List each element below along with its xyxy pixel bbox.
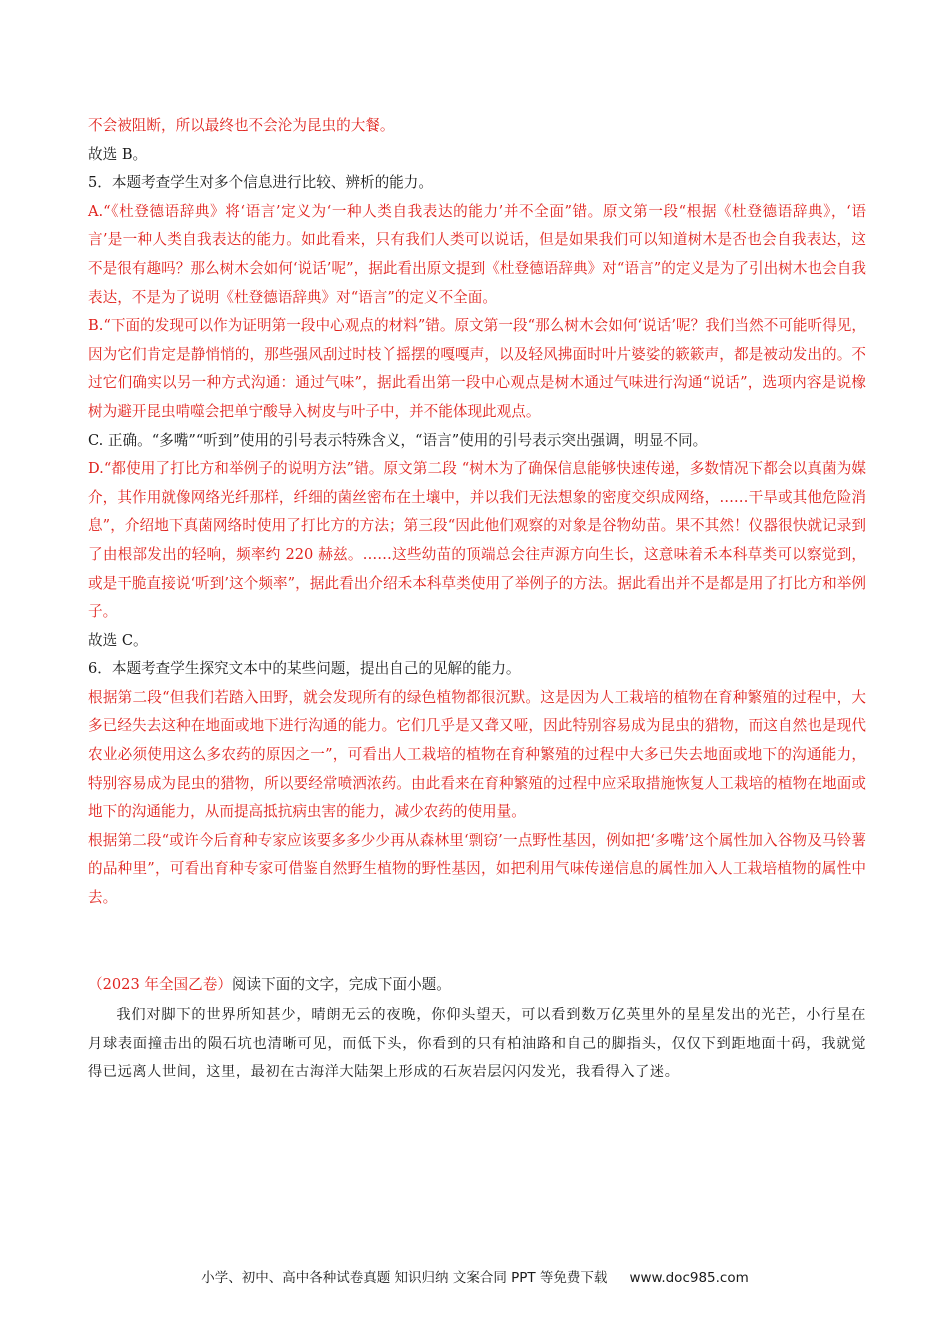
document-body xyxy=(88,112,866,1087)
answer-line: 故选 B。 xyxy=(88,145,148,163)
question-5-option-a: A.“《杜登德语辞典》将‘语言’定义为‘一种人类自我表达的能力’并不全面”错。原文第一段“根据《杜登德语辞典》，‘语言’是一种人类自我表达的能力。如此看来，只有我们人类可以说话，但是如果我们可以知道树木是否也会自我表达，这不是很有趣吗？那么树木会如何‘说话’呢”，据此看出原文提到《杜登德语辞典》对“语言”的定义是为了引出树木也会自我表达，不是为了说明《杜登德语辞典》对“语言”的定义不全面。 xyxy=(88,202,866,306)
exam-source-label: （2023 年全国乙卷） xyxy=(88,975,232,993)
reading-instruction: 阅读下面的文字，完成下面小题。 xyxy=(231,975,451,993)
question-5-option-c: C. 正确。“多嘴”“听到”使用的引号表示特殊含义，“语言”使用的引号表示突出强调，明显不同。 xyxy=(88,431,708,449)
question-6-heading: 6．本题考查学生探究文本中的某些问题，提出自己的见解的能力。 xyxy=(88,660,521,678)
footer-url[interactable]: www.doc985.com xyxy=(629,1270,749,1286)
page-footer xyxy=(0,1266,950,1286)
question-5-heading: 5．本题考查学生对多个信息进行比较、辨析的能力。 xyxy=(88,174,433,192)
footer-text: 小学、初中、高中各种试卷真题 知识归纳 文案合同 PPT 等免费下载 xyxy=(201,1270,608,1286)
source-line xyxy=(88,971,866,1000)
question-5-answer: 故选 C。 xyxy=(88,631,148,649)
question-5-option-b: B.“下面的发现可以作为证明第一段中心观点的材料”错。原文第一段“那么树木会如何‘说话’呢？我们当然不可能听得见，因为它们肯定是静悄悄的，那些强风刮过时枝丫摇摆的嘎嘎声，以及轻风拂面时叶片婆娑的簌簌声，都是被动发出的。不过它们确实以另一种方式沟通：通过气味”，据此看出第一段中心观点是树木通过气味进行沟通“说话”，选项内容是说橡树为避开昆虫啃噬会把单宁酸导入树皮与叶子中，并不能体现此观点。 xyxy=(88,317,866,420)
question-5-option-d: D.“都使用了打比方和举例子的说明方法”错。原文第二段 “树木为了确保信息能够快速传递，多数情况下都会以真菌为媒介，其作用就像网络光纤那样，纤细的菌丝密布在土壤中，并以我们无法想象的密度交织成网络，……干旱或其他危险消息”，介绍地下真菌网络时使用了打比方的方法；第三段“因此他们观察的对象是谷物幼苗。果不其然！仪器很快就记录到了由根部发出的轻响，频率约 220 赫兹。……这些幼苗的顶端总会往声源方向生长，这意味着禾本科草类可以察觉到，或是干脆直接说‘听到’这个频率”，据此看出介绍禾本科草类使用了举例子的方法。据此看出并不是都是用了打比方和举例子。 xyxy=(88,460,866,621)
reading-passage: 我们对脚下的世界所知甚少，晴朗无云的夜晚，你仰头望天，可以看到数万亿英里外的星星发出的光芒，小行星在月球表面撞击出的陨石坑也清晰可见，而低下头，你看到的只有柏油路和自己的脚指头，仅仅下到距地面十码，我就觉得已远离人世间，这里，最初在古海洋大陆架上形成的石灰岩层闪闪发光，我看得入了迷。 xyxy=(88,1007,866,1081)
question-6-explanation-2: 根据第二段“或许今后育种专家应该要多多少少再从森林里‘剽窃’一点野性基因，例如把‘多嘴’这个属性加入谷物及马铃薯的品种里”，可看出育种专家可借鉴自然野生植物的野性基因，如把利用气味传递信息的属性加入人工栽培植物的属性中去。 xyxy=(88,831,866,907)
question-6-explanation-1: 根据第二段“但我们若踏入田野，就会发现所有的绿色植物都很沉默。这是因为人工栽培的植物在育种繁殖的过程中，大多已经失去这种在地面或地下进行沟通的能力。它们几乎是又聋又哑，因此特别容易成为昆虫的猎物，而这自然也是现代农业必须使用这么多农药的原因之一”，可看出人工栽培的植物在育种繁殖的过程中大多已失去地面或地下的沟通能力，特别容易成为昆虫的猎物，所以要经常喷洒浓药。由此看来在育种繁殖的过程中应采取措施恢复人工栽培的植物在地面或地下的沟通能力，从而提高抵抗病虫害的能力，减少农药的使用量。 xyxy=(88,688,866,821)
continued-explanation: 不会被阻断，所以最终也不会沦为昆虫的大餐。 xyxy=(88,117,395,134)
